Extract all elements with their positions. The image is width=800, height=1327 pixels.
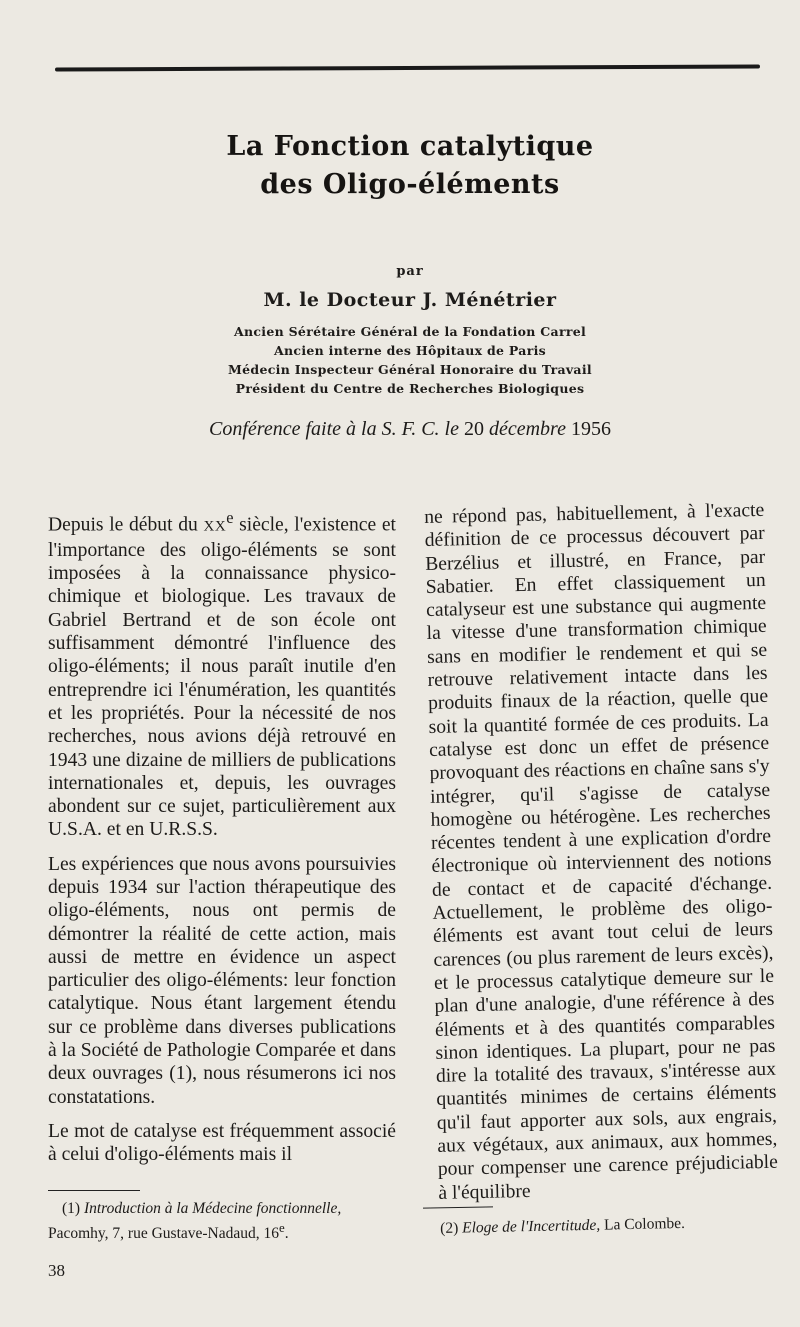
paragraph-2: Les expériences que nous avons poursuivies depuis 1934 sur l'action thérapeutique des oligo-éléments, nous ont permis de démontrer la réalité de cette action, mais aussi de mettre en évidence un aspect particulier des oligo-éléments: leur fonction catalytique. Nous étant largement étendu sur ce problème dans diverses publications à la Société de Pathologie Comparée et dans deux ouvrages (1), nous résumerons ici nos constatations. <box>48 853 396 1108</box>
author-title-1: Ancien Sérétaire Général de la Fondation Carrel <box>233 324 587 339</box>
footnote-2-title: Eloge de l'Incertitude, <box>461 1216 601 1237</box>
footnote-1-end: . <box>284 1225 289 1243</box>
paragraph-4: ne répond pas, habituellement, à l'exacte définition de ce processus découvert par Berzélius et illustré, en France, par Sabatier. En effet classiquement un catalyseur est une substance qui augmente la vitesse d'une transformation chimique sans en modifier le rendement et qui se retrouve relativement intacte dans les produits finaux de la réaction, quelle que soit la quantité formée de ces produits. La catalyse est donc un effet de présence provoquant des réactions en chaîne sans s'y intégrer, qu'il s'agisse de catalyse homogène ou hétérogène. Les recherches récentes tendent à une explication d'ordre électronique où interviennent des notions de contact et de capacité d'échange. Actuellement, le problème des oligo-éléments est avant tout celui de leurs carences (ou plus rarement de leurs excès), et le processus catalytique demeure sur le plan d'une analogie, d'une référence à des éléments et à des quantités comparables sinon identiques. La plupart, pour ne pas dire la totalité des travaux, s'intéresse aux quantités minimes de certains éléments qu'il faut apporter aux sols, aux engrais, aux végétaux, aux animaux, aux hommes, pour compenser une carence préjudiciable à l'équilibre <box>424 499 779 1204</box>
century-sup: e <box>226 508 234 527</box>
footnote-1 <box>48 1199 398 1243</box>
author-titles <box>0 322 800 398</box>
footnote-rule-left <box>48 1190 140 1191</box>
title-line-2: des Oligo-éléments <box>260 169 560 200</box>
author-name: M. le Docteur J. Ménétrier <box>263 289 557 311</box>
footnote-1-address: Pacomhy, 7, rue Gustave-Nadaud, 16 <box>48 1225 280 1243</box>
right-column <box>424 499 779 1216</box>
author-title-3: Médecin Inspecteur Général Honoraire du Travail <box>228 362 592 377</box>
footnote-2 <box>440 1212 780 1238</box>
century-numeral: XX <box>203 518 227 535</box>
footnote-1-title: Introduction à la Médecine fonctionnelle, <box>83 1200 342 1217</box>
conference-year: 1956 <box>570 418 611 440</box>
footnote-2-number: (2) <box>440 1219 459 1237</box>
title-line-1: La Fonction catalytique <box>226 131 594 162</box>
paragraph-1 <box>48 506 396 842</box>
footnote-2-publisher: La Colombe. <box>603 1214 686 1234</box>
article-title <box>0 128 800 204</box>
page-number: 38 <box>48 1261 65 1280</box>
conference-day: 20 <box>463 418 484 440</box>
byline-par: par <box>396 264 424 279</box>
author-title-4: Président du Centre de Recherches Biologiques <box>235 381 585 396</box>
conference-line <box>0 418 800 441</box>
conference-month: décembre <box>488 418 566 440</box>
author-title-2: Ancien interne des Hôpitaux de Paris <box>274 343 546 358</box>
footnote-1-number: (1) <box>62 1200 81 1217</box>
top-rule <box>55 64 760 71</box>
paragraph-1-rest: siècle, l'existence et l'importance des oligo-éléments se sont imposées à la connaissance physico-chimique et biologique. Les travaux de Gabriel Bertrand et de son école ont suffisamment démontré l'influence des oligo-éléments; il nous paraît inutile d'en entreprendre ici l'énumération, les quantités et les propriétés. Pour la nécessité de nos recherches, nous avions déjà retrouvé en 1943 une dizaine de milliers de publications internationales et, depuis, les ouvrages abondent sur ce sujet, particulièrement aux U.S.A. et en U.R.S.S. <box>48 514 396 841</box>
footnote-1-sup: e <box>279 1220 285 1235</box>
paragraph-3: Le mot de catalyse est fréquemment associé à celui d'oligo-éléments mais il <box>48 1120 396 1166</box>
left-column <box>48 506 396 1178</box>
paragraph-1-start: Depuis le début du <box>48 514 204 536</box>
conference-prefix: Conférence faite à la S. F. C. le <box>209 418 459 440</box>
